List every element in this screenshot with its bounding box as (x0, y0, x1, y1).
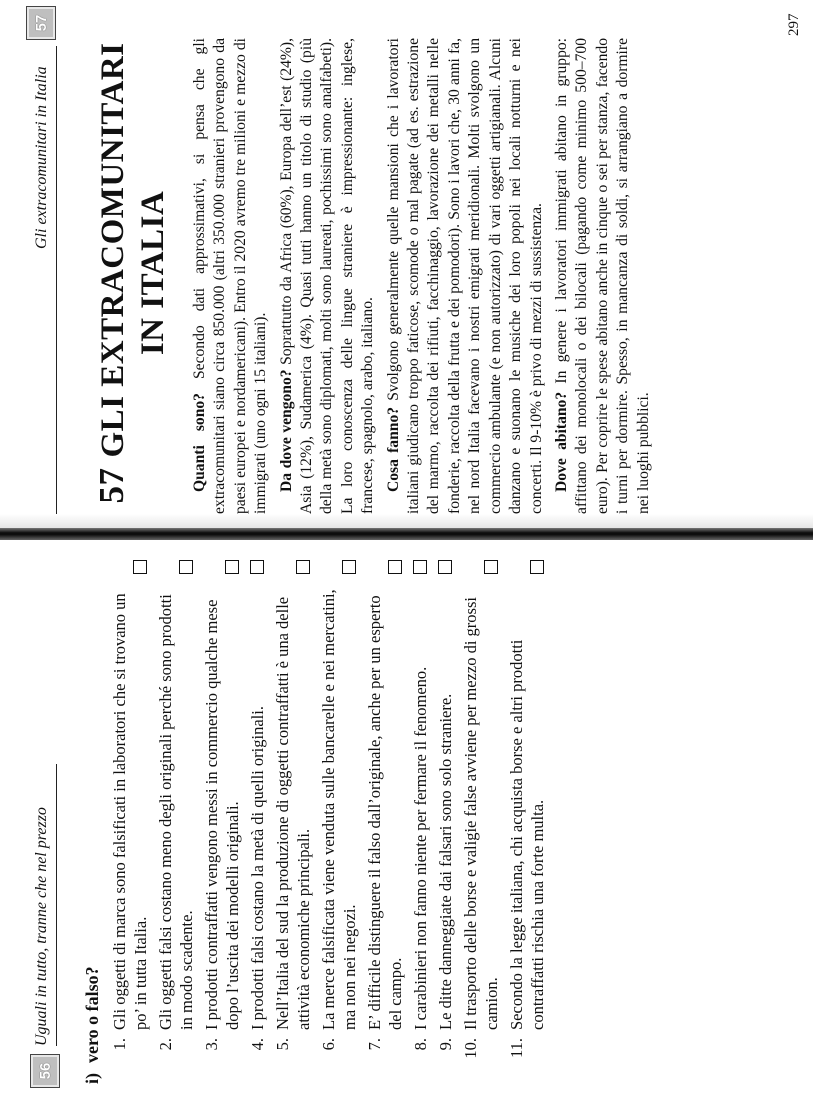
paragraph-text: Soprattutto da Africa (60%), Europa dell’est (24%), Asia (12%), Sudamerica (4%). Quasi tutti hanno un titolo di studio (più della metà sono diplomati, molti sono laureati, pochissimi sono analfabeti). La loro conoscenza delle lingue straniere è impressionante: inglese, francese, spagnolo, arabo, italiano. (277, 38, 377, 514)
statement-list (109, 554, 548, 1084)
answer-checkbox[interactable] (438, 560, 452, 574)
statement-item (272, 554, 314, 1084)
statement-item (155, 554, 197, 1084)
statement-item (109, 554, 151, 1084)
statement-text: I prodotti falsi costano la metà di quelli originali. (248, 706, 267, 1030)
right-head-rule (56, 46, 57, 514)
page-number: 297 (786, 13, 802, 36)
paragraph-question: Quanti sono? (191, 393, 208, 492)
statement-item (435, 554, 456, 1084)
paragraph-text: Secondo dati approssimativi, si pensa che gli extracomunitari siano circa 850.000 (altri 350.000 stranieri provengono da paesi europei e nordamericani). Entro il 2020 avremo tre milioni e mezzo di immigrati (uno ogni 15 italiani). (191, 38, 270, 514)
statement-number: 8. (411, 1038, 430, 1051)
statement-item (247, 554, 268, 1084)
statement-text: Secondo la legge italiana, chi acquista borse e altri prodotti contraffatti rischia una forte multa. (507, 639, 547, 1030)
paragraph-text: In genere i lavoratori immigrati abitano in gruppo: affittano dei monolocali o dei bilocali (pagando come minimo 500–700 euro). Per coprire le spese abitano anche in cinque o sei per stanza, facendo i turni per dormire. Spesso, in mancanza di soldi, si arrangiano a dormire nei luoghi pubblici. (552, 37, 652, 514)
article-paragraph (190, 38, 272, 514)
statement-item (506, 554, 548, 1084)
left-page (0, 540, 813, 1094)
statement-item (201, 554, 243, 1084)
statement-number: 2. (156, 1038, 175, 1051)
chapter-title (92, 38, 173, 508)
statement-item (318, 554, 360, 1084)
statement-item (364, 554, 406, 1084)
page-tab-57: 57 (26, 6, 56, 40)
statement-text: E’ difficile distinguere il falso dall’originale, anche per un esperto del campo. (365, 595, 405, 1030)
chapter-title-line1: GLI EXTRACOMUNITARI (95, 42, 131, 458)
answer-checkbox[interactable] (296, 560, 310, 574)
right-running-head: Gli extracomunitari in Italia (33, 66, 50, 249)
answer-checkbox[interactable] (342, 560, 356, 574)
statement-text: I carabinieri non fanno niente per fermare il fenomeno. (411, 666, 430, 1030)
exercise-title: vero o falso? (82, 966, 102, 1063)
statement-text: Gli oggetti falsi costano meno degli originali perché sono prodotti in modo scadente. (156, 594, 196, 1030)
paragraph-text: Svolgono generalmente quelle mansioni che i lavoratori italiani giudicano troppo faticose, scomode o mal pagate (ad es. estrazione del marmo, raccolta dei rifiuti, facchinaggio, lavorazione dei metalli nelle fonderie, raccolta della frutta e dei pomodori). Sono i lavori che, 30 anni fa, nel nord Italia facevano i nostri emigrati meridionali. Molti svolgono un commercio ambulante (e non autorizzato) di vari oggetti artigianali. Alcuni danzano e suonano le musiche dei loro popoli nei locali notturni e nei concerti. Il 9-10% è privo di mezzi di sussistenza. (384, 38, 545, 514)
true-false-exercise (82, 554, 552, 1084)
answer-checkbox[interactable] (133, 560, 147, 574)
statement-number: 1. (110, 1038, 129, 1051)
statement-item (410, 554, 431, 1084)
article-paragraph (277, 38, 379, 514)
article-body (190, 38, 659, 514)
answer-checkbox[interactable] (225, 560, 239, 574)
statement-number: 7. (365, 1038, 384, 1051)
article-paragraph (384, 38, 547, 514)
statement-text: Gli oggetti di marca sono falsificati in laboratori che si trovano un po’ in tutta Italia. (110, 593, 150, 1030)
paragraph-question: Cosa fanno? (384, 406, 402, 492)
exercise-heading (82, 554, 103, 1084)
statement-number: 3. (202, 1038, 221, 1051)
chapter-number: 57 (92, 467, 131, 504)
right-page (0, 0, 813, 514)
answer-checkbox[interactable] (388, 560, 402, 574)
paragraph-question: Dove abitano? (552, 391, 570, 492)
page-tab-56: 56 (30, 1054, 60, 1088)
spine-shadow (0, 514, 813, 528)
exercise-letter: i) (82, 1073, 102, 1084)
statement-text: Il trasporto delle borse e valigie false avviene per mezzo di grossi camion. (461, 597, 501, 1030)
answer-checkbox[interactable] (250, 560, 264, 574)
statement-number: 11. (507, 1038, 526, 1059)
statement-text: Nell’Italia del sud la produzione di oggetti contraffatti è una delle attività economiche principali. (273, 596, 313, 1030)
book-spine (0, 528, 813, 540)
statement-text: Le ditte danneggiate dai falsari sono solo straniere. (436, 693, 455, 1030)
left-running-head: Uguali in tutto, tranne che nel prezzo (33, 807, 50, 1046)
statement-item (460, 554, 502, 1084)
left-head-rule (56, 764, 57, 1046)
article-paragraph (552, 38, 654, 514)
statement-number: 5. (273, 1038, 292, 1051)
statement-number: 4. (248, 1038, 267, 1051)
answer-checkbox[interactable] (530, 560, 544, 574)
statement-number: 6. (319, 1038, 338, 1051)
answer-checkbox[interactable] (413, 560, 427, 574)
statement-number: 9. (436, 1038, 455, 1051)
chapter-title-line2: IN ITALIA (135, 190, 171, 356)
answer-checkbox[interactable] (179, 560, 193, 574)
paragraph-question: Da dove vengono? (277, 369, 295, 492)
statement-text: I prodotti contraffatti vengono messi in commercio qualche mese dopo l’uscita dei modelli originali. (202, 599, 242, 1030)
statement-text: La merce falsificata viene venduta sulle bancarelle e nei mercatini, ma non nei negozi. (319, 589, 359, 1030)
answer-checkbox[interactable] (484, 560, 498, 574)
statement-number: 10. (461, 1038, 480, 1059)
